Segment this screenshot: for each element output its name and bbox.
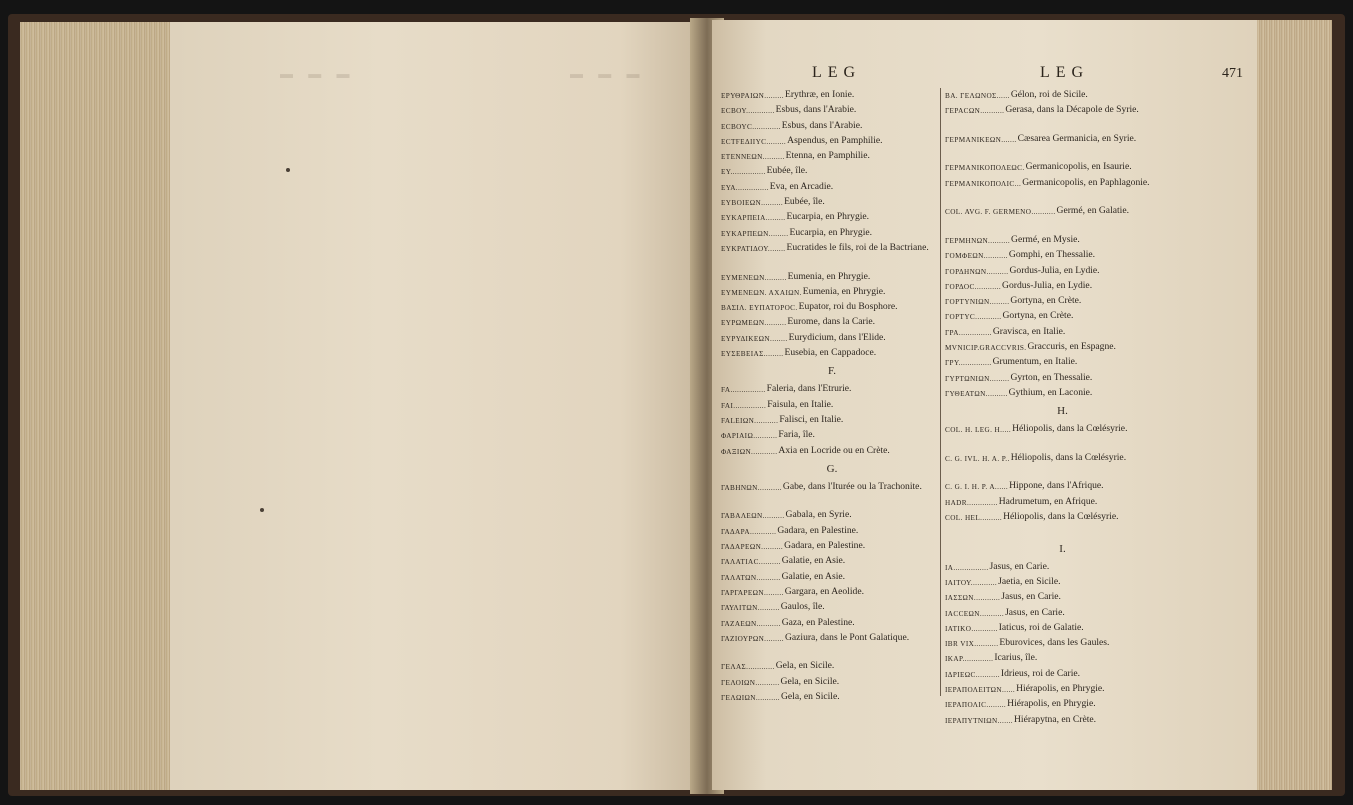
coin-legend: COL. HEL.......... — [945, 514, 1003, 523]
index-entry — [945, 160, 1180, 175]
place-name: Germanicopolis, en Isaurie. — [1025, 161, 1132, 173]
index-entry — [721, 539, 943, 554]
index-entry — [945, 204, 1180, 233]
place-name: Gélon, roi de Sicile. — [1010, 89, 1088, 100]
coin-legend: ΓΑΥΛΙΤΩΝ.......... — [721, 604, 780, 613]
index-entry — [945, 636, 1180, 651]
index-entry — [945, 264, 1180, 279]
index-entry — [945, 667, 1180, 682]
place-name: Gaziura, dans le Pont Galatique. — [784, 631, 910, 643]
coin-legend: ΓΕΡΜΑΝΙΚΟΠΟΛΙϹ... — [945, 179, 1022, 188]
place-name: Galatie, en Asie. — [781, 570, 846, 582]
coin-legend: ΕΥΒΟΙΕΩΝ.......... — [721, 199, 784, 208]
coin-legend: ΕΥΣΕΒΕΙΑΣ......... — [721, 350, 784, 359]
coin-legend: FA................ — [721, 386, 766, 395]
coin-legend: ΙΑ................ — [945, 563, 989, 572]
section-letter: I. — [1059, 542, 1066, 555]
place-name: Axia en Locride ou en Crète. — [778, 444, 890, 456]
index-entry — [721, 180, 943, 195]
coin-legend: IBR VIX........... — [945, 640, 999, 649]
index-entry — [945, 682, 1180, 697]
index-entry — [945, 386, 1180, 401]
place-name: Eusebia, en Cappadoce. — [784, 347, 877, 359]
place-name: Gortyna, en Crète. — [1002, 310, 1074, 322]
coin-legend: COL. H. LEG. H..... — [945, 426, 1012, 435]
coin-legend: ΙΑΙΤΟΥ............ — [945, 578, 998, 587]
index-entry — [945, 233, 1180, 248]
coin-legend: ΓΡΥ............... — [945, 359, 992, 368]
page-edges-right — [1250, 20, 1332, 790]
index-entry — [945, 132, 1180, 161]
place-name: Gravisca, en Italie. — [992, 325, 1066, 337]
index-entry — [945, 309, 1180, 324]
place-name: Galatie, en Asie. — [781, 555, 846, 567]
coin-legend: ΕΥΚΡΑΤΙΔΟΥ........ — [721, 244, 786, 253]
index-entry — [721, 331, 943, 346]
place-name: Icarius, île. — [994, 652, 1038, 664]
place-name: Jasus, en Carie. — [1001, 591, 1061, 603]
place-name: Gela, en Sicile. — [781, 690, 840, 702]
running-head-right: LEG — [1040, 64, 1090, 81]
place-name: Eucratides le fils, roi de la Bactriane. — [786, 241, 929, 253]
place-name: Gyrton, en Thessalie. — [1010, 371, 1093, 383]
index-entry — [721, 444, 943, 459]
index-entry — [721, 134, 943, 149]
index-entry — [721, 508, 943, 523]
coin-legend: C. G. I. H. P. A...... — [945, 483, 1009, 492]
coin-legend: ΕΥΚΑΡΠΕΩΝ......... — [721, 229, 789, 238]
coin-legend: ΓΑΛΑΤΩΝ........... — [721, 573, 781, 582]
place-name: Gordus-Julia, en Lydie. — [1002, 279, 1093, 291]
coin-legend: ΓΡΑ............... — [945, 328, 992, 337]
coin-legend: ΙΕΡΑΠΟΛΕΙΤΩΝ...... — [945, 685, 1016, 694]
coin-legend: ΓΟΡΔΟϹ............ — [945, 282, 1002, 291]
coin-legend: ΓΕΛΩΙΩΝ........... — [721, 693, 780, 702]
place-name: Gaulos, île. — [780, 601, 825, 613]
place-name: Eucarpia, en Phrygie. — [786, 211, 870, 223]
coin-legend: FAI............... — [721, 401, 767, 410]
coin-legend: ΦΑΞΙΩΝ............ — [721, 447, 778, 456]
index-entry — [945, 713, 1180, 728]
index-entry — [721, 103, 943, 118]
index-entry — [945, 606, 1180, 621]
coin-legend: ΓΕΛΟΙΩΝ........... — [721, 678, 780, 687]
coin-legend: ΓΕΛΑΣ............. — [721, 663, 775, 672]
coin-legend: ΕΥΑ............... — [721, 183, 769, 192]
index-entry — [721, 616, 943, 631]
place-name: Eurome, dans la Carie. — [787, 316, 876, 328]
index-entry — [721, 226, 943, 241]
index-entry — [721, 270, 943, 285]
index-column-2 — [945, 88, 1180, 728]
index-entry — [721, 346, 943, 361]
index-entry — [721, 631, 943, 660]
index-entry — [945, 422, 1180, 451]
coin-legend: ΕΥΜΕΝΕΩΝ.......... — [721, 273, 787, 282]
index-entry — [721, 382, 943, 397]
index-entry — [721, 675, 943, 690]
coin-legend: ΙΕΡΑΠΥΤΝΙΩΝ....... — [945, 716, 1013, 725]
index-entry — [721, 285, 943, 300]
section-letter: G. — [826, 462, 838, 475]
coin-legend: ΦΑΡΙΑΙΩ........... — [721, 432, 778, 441]
coin-legend: ΕϹΒΟΥ............. — [721, 107, 775, 116]
place-name: Gabala, en Syrie. — [785, 509, 852, 521]
coin-legend: ΓΑΛΑΤΙΑϹ.......... — [721, 558, 781, 567]
index-entry — [721, 210, 943, 225]
coin-legend: ΓΟΡΤΥϹ............ — [945, 313, 1002, 322]
left-page — [170, 22, 700, 790]
index-entry — [945, 651, 1180, 666]
place-name: Gela, en Sicile. — [775, 660, 835, 672]
coin-legend: ΕΥΡΥΔΙΚΕΩΝ........ — [721, 334, 788, 343]
coin-legend: ΕϹΤϜΕΔΙΙΥϹ......... — [721, 137, 787, 146]
place-name: Iaticus, roi de Galatie. — [998, 621, 1084, 633]
coin-legend: ΕΤΕΝΝΕΩΝ.......... — [721, 153, 785, 162]
coin-legend: ΓΑΒΑΛΕΩΝ.......... — [721, 512, 785, 521]
index-entry — [945, 325, 1180, 340]
coin-legend: ΕΥ................ — [721, 168, 766, 177]
index-entry — [945, 248, 1180, 263]
index-entry — [945, 590, 1180, 605]
place-name: Cæsarea Germanicia, en Syrie. — [1017, 132, 1137, 144]
coin-legend: ΓΕΡΜΑΝΙΚΕΩΝ....... — [945, 135, 1017, 144]
coin-legend: ΓΑΒΗΝΩΝ........... — [721, 483, 782, 492]
coin-legend: ΙΑϹϹΕΩΝ........... — [945, 609, 1005, 618]
index-entry — [945, 355, 1180, 370]
index-entry — [945, 451, 1180, 480]
coin-legend: ΕΥΡΩΜΕΩΝ.......... — [721, 319, 787, 328]
coin-legend: ΕΡΥΘΡΑΙΩΝ......... — [721, 92, 784, 100]
coin-legend: ΓΕΡΑϹΩΝ........... — [945, 107, 1005, 116]
index-entry — [945, 176, 1180, 205]
place-name: Gabe, dans l'Iturée ou la Trachonite. — [782, 480, 922, 492]
page-number: 471 — [1222, 66, 1243, 81]
section-letter: F. — [828, 365, 836, 378]
place-name: Faisula, en Italie. — [767, 398, 834, 410]
coin-legend: ΓΑΡΓΑΡΕΩΝ......... — [721, 588, 784, 597]
coin-legend: ΕΥΜΕΝΕΩΝ. ΑΧΑΙΩΝ. — [721, 288, 802, 297]
place-name: Gadara, en Palestine. — [777, 524, 859, 536]
place-name: Eva, en Arcadie. — [769, 180, 834, 192]
index-column-1 — [721, 88, 943, 705]
index-entry — [945, 371, 1180, 386]
place-name: Eubée, île. — [766, 165, 808, 177]
coin-legend: C. G. IVL. H. A. P.. — [945, 454, 1010, 463]
coin-legend: ΓΕΡΜΗΝΩΝ.......... — [945, 236, 1011, 245]
index-entry — [721, 195, 943, 210]
place-name: Jasus, en Carie. — [1005, 606, 1065, 618]
index-entry — [945, 621, 1180, 636]
place-name: Germé, en Galatie. — [1056, 205, 1129, 217]
coin-legend: MVNICIP.GRACCVRIS. — [945, 344, 1027, 353]
place-name: Erythræ, en Ionie. — [784, 89, 855, 100]
place-name: Faria, île. — [778, 429, 815, 441]
bleed-through-text: ▬ ▬ ▬ — [280, 66, 356, 81]
index-entry — [721, 241, 943, 270]
place-name: Esbus, dans l'Arabie. — [781, 119, 863, 131]
place-name: Hiérapolis, en Phrygie. — [1007, 698, 1096, 710]
place-name: Hippone, dans l'Afrique. — [1009, 480, 1104, 492]
place-name: Hadrumetum, en Afrique. — [998, 495, 1098, 507]
coin-legend: ΙΔΡΙΕΩϹ........... — [945, 670, 1000, 679]
index-entry — [945, 697, 1180, 712]
place-name: Eburovices, dans les Gaules. — [999, 637, 1110, 649]
coin-legend: ΕΥΚΑΡΠΕΙΑ......... — [721, 214, 786, 223]
bleed-through-text: ▬ ▬ ▬ — [570, 66, 646, 81]
coin-legend: ΓΟΡΤΥΝΙΩΝ......... — [945, 298, 1010, 307]
index-entry — [945, 575, 1180, 590]
place-name: Idrieus, roi de Carie. — [1000, 667, 1081, 679]
place-name: Graccuris, en Espagne. — [1027, 341, 1116, 353]
place-name: Eucarpia, en Phrygie. — [789, 226, 873, 238]
place-name: Gargara, en Aeolide. — [784, 585, 864, 597]
index-entry — [721, 428, 943, 443]
place-name: Gaza, en Palestine. — [781, 616, 855, 628]
index-entry — [721, 300, 943, 315]
coin-legend: ΕϹΒΟΥϹ............. — [721, 122, 781, 131]
ink-spot — [286, 168, 290, 172]
coin-legend: ΒΑ. ΓΕΛΩΝΟΣ...... — [945, 92, 1010, 100]
coin-legend: ΓΥΘΕΑΤΩΝ.......... — [945, 389, 1008, 398]
coin-legend: ΓΟΜΦΕΩΝ........... — [945, 252, 1008, 261]
coin-legend: HADR.............. — [945, 498, 998, 507]
coin-legend: ΓΑΔΑΡΑ............ — [721, 527, 777, 536]
coin-legend: ΓΑΔΑΡΕΩΝ.......... — [721, 543, 784, 552]
coin-legend: FALEIΩN........... — [721, 416, 779, 425]
coin-legend: ΙΑΣΣΩΝ............ — [945, 594, 1001, 603]
running-head-left: LEG — [812, 64, 862, 81]
index-entry — [945, 294, 1180, 309]
place-name: Germé, en Mysie. — [1011, 233, 1080, 245]
index-entry — [721, 690, 943, 705]
place-name: Gomphi, en Thessalie. — [1008, 249, 1096, 261]
place-name: Héliopolis, dans la Cœlésyrie. — [1003, 511, 1119, 523]
place-name: Héliopolis, dans la Cœlésyrie. — [1010, 451, 1127, 463]
place-name: Gela, en Sicile. — [780, 675, 840, 687]
index-entry — [721, 480, 943, 509]
section-letter: H. — [1057, 405, 1068, 418]
index-entry — [721, 315, 943, 330]
place-name: Hiérapolis, en Phrygie. — [1016, 682, 1105, 694]
index-entry — [721, 554, 943, 569]
index-entry — [945, 103, 1180, 132]
index-entry — [721, 88, 943, 103]
index-entry — [721, 570, 943, 585]
index-entry — [721, 600, 943, 615]
place-name: Faleria, dans l'Etrurie. — [766, 383, 852, 395]
place-name: Esbus, dans l'Arabie. — [775, 104, 857, 116]
place-name: Gordus-Julia, en Lydie. — [1009, 264, 1100, 276]
coin-legend: ΙΚΑΡ.............. — [945, 655, 994, 664]
place-name: Germanicopolis, en Paphlagonie. — [1022, 176, 1150, 188]
index-entry — [945, 495, 1180, 510]
place-name: Gortyna, en Crète. — [1010, 295, 1082, 307]
place-name: Falisci, en Italie. — [779, 413, 844, 425]
index-entry — [945, 279, 1180, 294]
coin-legend: ΓΟΡΔΗΝΩΝ.......... — [945, 267, 1009, 276]
place-name: Eubée, île. — [784, 196, 825, 208]
page-edges-left — [20, 22, 180, 790]
index-entry — [945, 88, 1180, 103]
place-name: Jasus, en Carie. — [989, 560, 1050, 572]
index-entry — [721, 659, 943, 674]
index-entry — [721, 585, 943, 600]
ink-spot — [260, 508, 264, 512]
place-name: Gythium, en Laconie. — [1008, 386, 1093, 398]
coin-legend: COL. AVG. F. GERMENO........... — [945, 208, 1056, 217]
index-entry — [721, 119, 943, 134]
coin-legend: ΓΕΡΜΑΝΙΚΟΠΟΛΕΩϹ. — [945, 164, 1025, 173]
coin-legend: ΙΕΡΑΠΟΛΙϹ......... — [945, 701, 1007, 710]
place-name: Eumenia, en Phrygie. — [802, 285, 886, 297]
place-name: Aspendus, en Pamphilie. — [787, 134, 883, 146]
index-entry — [721, 413, 943, 428]
place-name: Grumentum, en Italie. — [992, 356, 1078, 368]
place-name: Eupator, roi du Bosphore. — [798, 301, 898, 313]
index-entry — [945, 510, 1180, 539]
coin-legend: ΓΥΡΤΩΝΙΩΝ......... — [945, 374, 1010, 383]
place-name: Gerasa, dans la Décapole de Syrie. — [1005, 104, 1139, 116]
coin-legend: ΓΑΖΙΟΥΡΩΝ......... — [721, 634, 784, 643]
place-name: Gadara, en Palestine. — [784, 540, 866, 552]
place-name: Eurydicium, dans l'Elide. — [788, 331, 886, 343]
index-entry — [945, 560, 1180, 575]
place-name: Jaetia, en Sicile. — [998, 575, 1061, 587]
coin-legend: IATIKO............ — [945, 624, 998, 633]
index-entry — [721, 149, 943, 164]
index-entry — [945, 479, 1180, 494]
index-entry — [721, 398, 943, 413]
index-entry — [721, 524, 943, 539]
coin-legend: ΒΑΣΙΛ. ΕΥΠΑΤΟΡΟϹ. — [721, 304, 798, 313]
place-name: Hiérapytna, en Crète. — [1013, 713, 1097, 725]
place-name: Eumenia, en Phrygie. — [787, 270, 871, 282]
place-name: Etenna, en Pamphilie. — [785, 150, 870, 162]
index-entry — [721, 164, 943, 179]
index-entry — [945, 340, 1180, 355]
coin-legend: ΓΑΖΑΕΩΝ........... — [721, 619, 781, 628]
place-name: Héliopolis, dans la Cœlésyrie. — [1012, 423, 1128, 435]
